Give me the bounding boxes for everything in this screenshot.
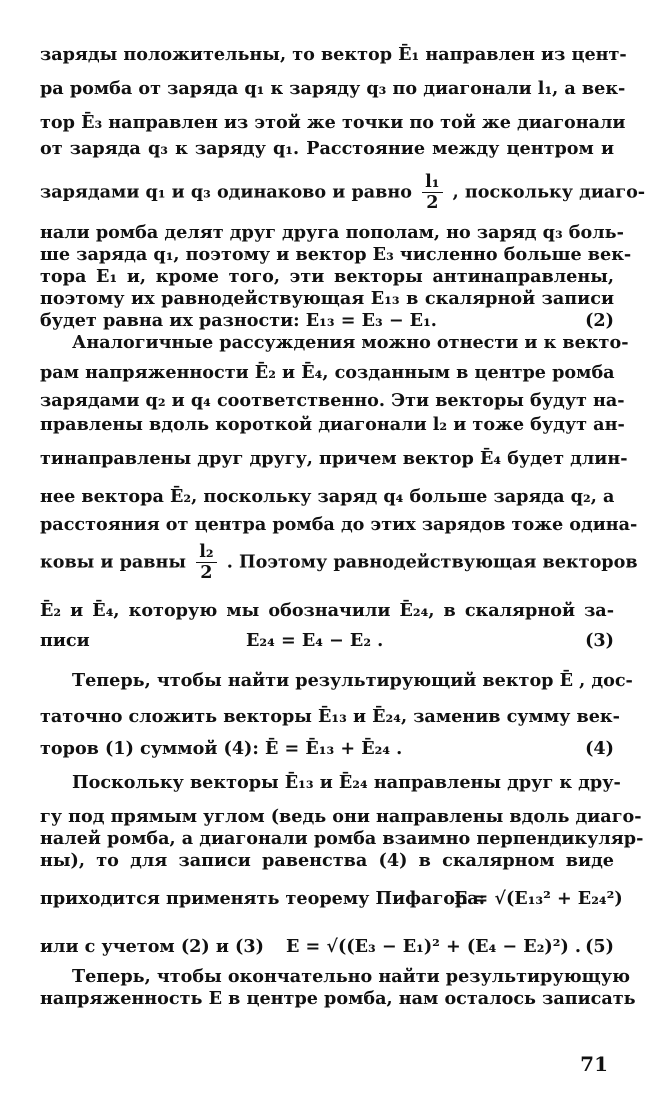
fraction-denominator: 2 bbox=[200, 562, 213, 583]
text-line: таточно сложить векторы Ē₁₃ и Ē₂₄, заменив сумму век- bbox=[40, 706, 620, 727]
fraction-denominator: 2 bbox=[426, 192, 439, 213]
page-number: 71 bbox=[580, 1052, 608, 1076]
equation-number: (4) bbox=[585, 738, 614, 759]
text-line: зарядами q₂ и q₄ соответственно. Эти векторы будут на- bbox=[40, 390, 625, 411]
text-segment: зарядами q₁ и q₃ одинаково и равно bbox=[40, 181, 412, 203]
text-line: нее вектора Ē₂, поскольку заряд q₄ больше заряда q₂, а bbox=[40, 486, 615, 507]
text-line: торов (1) суммой (4): Ē = Ē₁₃ + Ē₂₄ . bbox=[40, 738, 403, 759]
equation-3: E₂₄ = E₄ − E₂ . bbox=[246, 630, 384, 651]
text-line: рам напряженности Ē₂ и Ē₄, созданным в центре ромба bbox=[40, 362, 615, 383]
text-segment: ковы и равны bbox=[40, 551, 187, 573]
text-segment: , поскольку диаго- bbox=[452, 181, 646, 203]
text-line: расстояния от центра ромба до этих зарядов тоже одина- bbox=[40, 514, 638, 535]
text-line: заряды положительны, то вектор Ē₁ направлен из цент- bbox=[40, 44, 627, 65]
paragraph-first-line: Поскольку векторы Ē₁₃ и Ē₂₄ направлены друг к дру- bbox=[72, 772, 621, 793]
fraction-numerator: l₂ bbox=[196, 542, 216, 563]
text-line: или с учетом (2) и (3) bbox=[40, 936, 264, 957]
equation-number: (5) bbox=[585, 936, 614, 957]
text-line: Ē₂ и Ē₄, которую мы обозначили Ē₂₄, в скалярной за- bbox=[40, 600, 614, 621]
text-line: правлены вдоль короткой диагонали l₂ и тоже будут ан- bbox=[40, 414, 625, 435]
text-line: приходится применять теорему Пифагора: bbox=[40, 888, 486, 909]
fraction-l1-over-2 bbox=[422, 172, 442, 213]
equation-number: (3) bbox=[585, 630, 614, 651]
fraction-l2-over-2 bbox=[196, 542, 216, 583]
text-line: тор Ē₃ направлен из этой же точки по той же диагонали bbox=[40, 112, 626, 133]
text-line: напряженность E в центре ромба, нам осталось записать bbox=[40, 988, 636, 1009]
text-line: гу под прямым углом (ведь они направлены вдоль диаго- bbox=[40, 806, 642, 827]
text-line: от заряда q₃ к заряду q₁. Расстояние между центром и bbox=[40, 138, 614, 159]
text-line: ны), то для записи равенства (4) в скалярном виде bbox=[40, 850, 614, 871]
text-line: тора E₁ и, кроме того, эти векторы антинаправлены, bbox=[40, 266, 614, 287]
text-line: тинаправлены друг другу, причем вектор Ē₄ будет длин- bbox=[40, 448, 628, 469]
text-line: поэтому их равнодействующая E₁₃ в скалярной записи bbox=[40, 288, 614, 309]
paragraph-first-line: Аналогичные рассуждения можно отнести и к векто- bbox=[72, 332, 629, 353]
text-line: нали ромба делят друг друга пополам, но заряд q₃ боль- bbox=[40, 222, 624, 243]
text-line: налей ромба, а диагонали ромба взаимно перпендикуляр- bbox=[40, 828, 644, 849]
pythagoras-formula: E = √(E₁₃² + E₂₄²) bbox=[454, 888, 623, 909]
text-line: писи bbox=[40, 630, 90, 651]
equation-number: (2) bbox=[585, 310, 614, 331]
text-line: ше заряда q₁, поэтому и вектор E₃ численно больше век- bbox=[40, 244, 632, 265]
text-line-with-fraction bbox=[40, 541, 638, 583]
text-line-with-fraction bbox=[40, 171, 646, 213]
text-segment: . Поэтому равнодействующая векторов bbox=[226, 551, 638, 573]
text-line: ра ромба от заряда q₁ к заряду q₃ по диагонали l₁, а век- bbox=[40, 78, 626, 99]
fraction-numerator: l₁ bbox=[422, 172, 442, 193]
text-line: будет равна их разности: E₁₃ = E₃ − E₁. bbox=[40, 310, 437, 331]
paragraph-first-line: Теперь, чтобы найти результирующий вектор Ē , дос- bbox=[72, 670, 633, 691]
equation-5: E = √((E₃ − E₁)² + (E₄ − E₂)²) . bbox=[286, 936, 582, 957]
paragraph-first-line: Теперь, чтобы окончательно найти результирующую bbox=[72, 966, 631, 987]
